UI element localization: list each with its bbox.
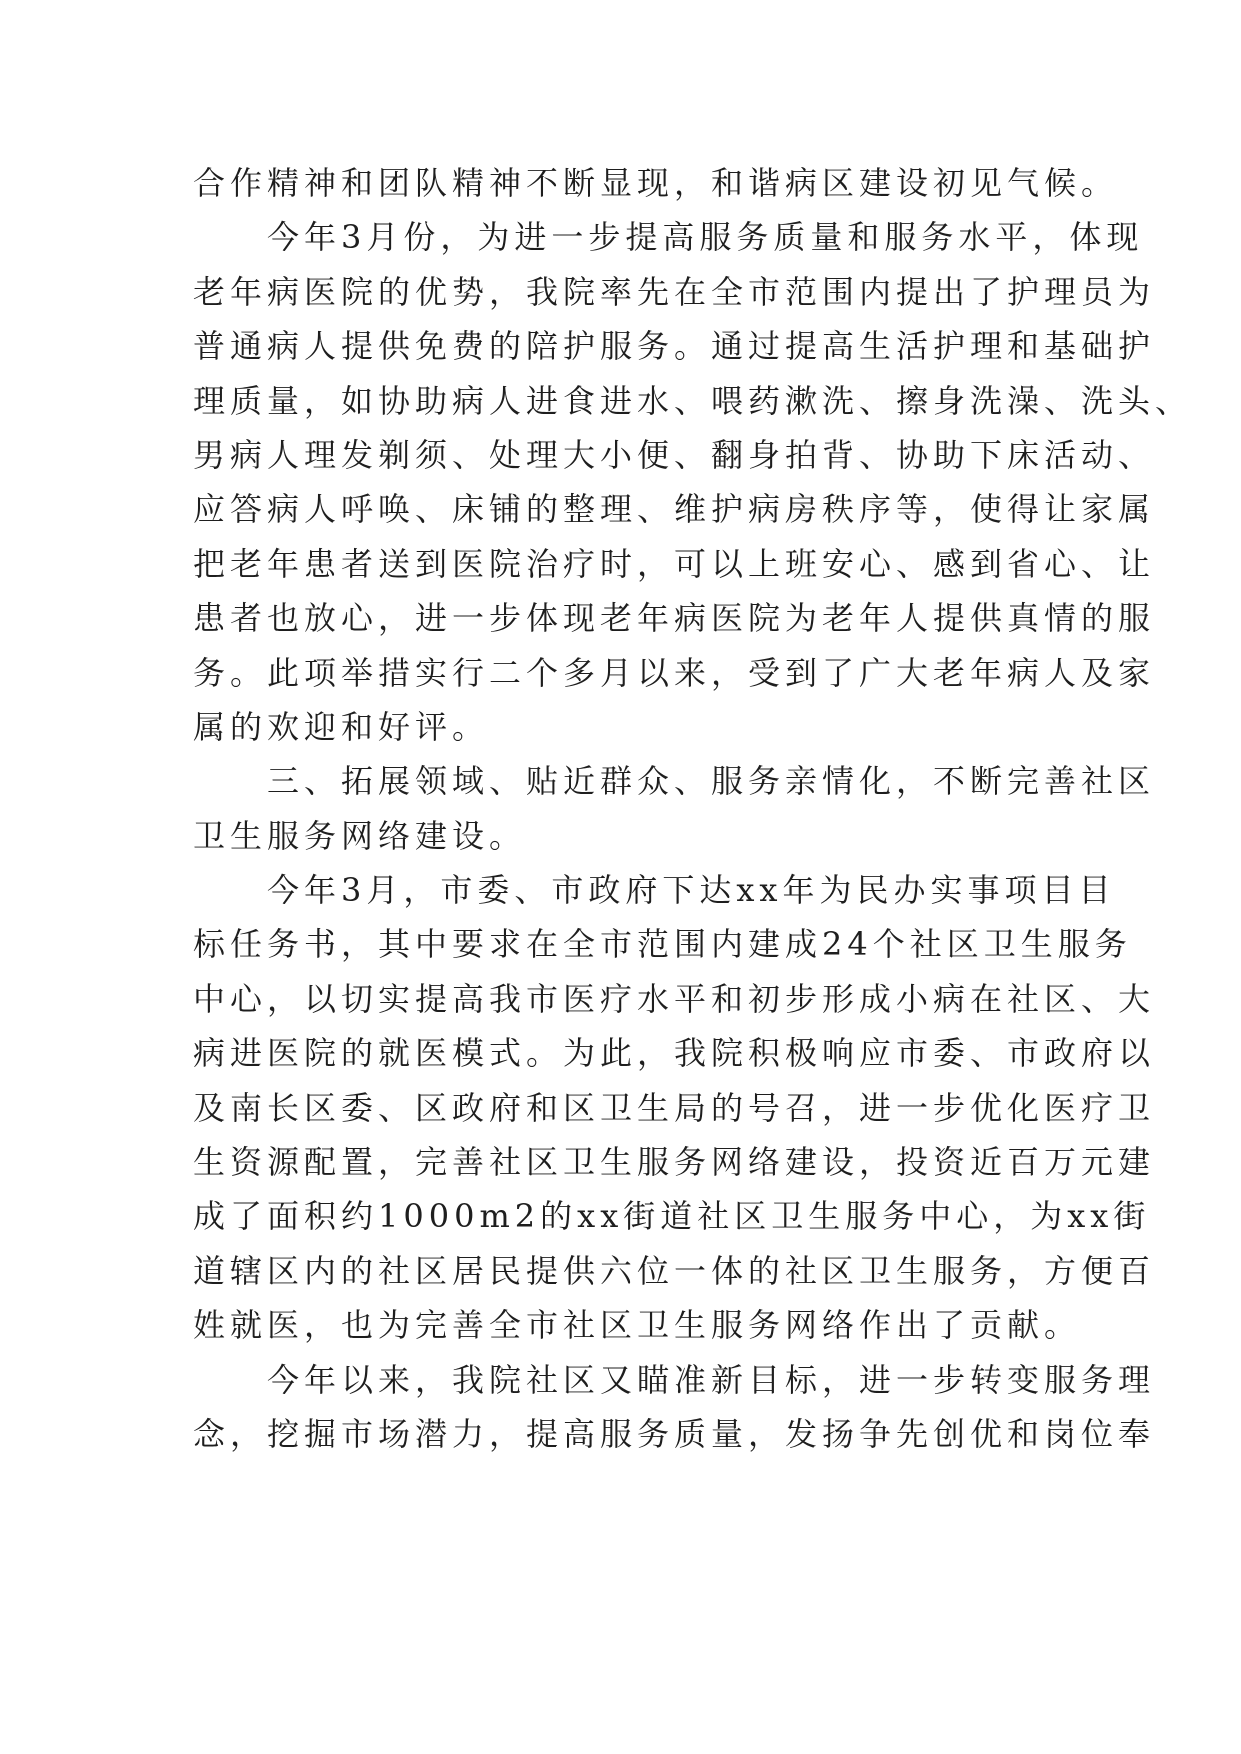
text-line: 今年3月份，为进一步提高服务质量和服务水平，体现: [193, 218, 1144, 257]
text-line: 普通病人提供免费的陪护服务。通过提高生活护理和基础护: [193, 327, 1156, 366]
text-line: 把老年患者送到医院治疗时，可以上班安心、感到省心、让: [193, 544, 1156, 583]
text-line: 中心，以切实提高我市医疗水平和初步形成小病在社区、大: [193, 979, 1156, 1018]
text-line: 生资源配置，完善社区卫生服务网络建设，投资近百万元建: [193, 1143, 1156, 1182]
text-line: 念，挖掘市场潜力，提高服务质量，发扬争先创优和岗位奉: [193, 1414, 1156, 1453]
text-line: 卫生服务网络建设。: [193, 816, 527, 855]
text-line: 病进医院的就医模式。为此，我院积极响应市委、市政府以: [193, 1034, 1156, 1073]
text-line: 今年以来，我院社区又瞄准新目标，进一步转变服务理: [193, 1360, 1156, 1399]
text-line: 道辖区内的社区居民提供六位一体的社区卫生服务，方便百: [193, 1251, 1156, 1290]
text-line: 及南长区委、区政府和区卫生局的号召，进一步优化医疗卫: [193, 1088, 1156, 1127]
text-line: 患者也放心，进一步体现老年病医院为老年人提供真情的服: [193, 599, 1156, 638]
text-line: 今年3月，市委、市政府下达xx年为民办实事项目目: [193, 871, 1116, 910]
text-line: 三、拓展领域、贴近群众、服务亲情化，不断完善社区: [193, 762, 1156, 801]
text-line: 标任务书，其中要求在全市范围内建成24个社区卫生服务: [193, 925, 1132, 964]
text-line: 务。此项举措实行二个多月以来，受到了广大老年病人及家: [193, 653, 1156, 692]
document-body: [193, 156, 1193, 1461]
text-line: 老年病医院的优势，我院率先在全市范围内提出了护理员为: [193, 272, 1156, 311]
text-line: 理质量，如协助病人进食进水、喂药漱洗、擦身洗澡、洗头、: [193, 381, 1193, 420]
text-line: 应答病人呼唤、床铺的整理、维护病房秩序等，使得让家属: [193, 490, 1156, 529]
text-line: 姓就医，也为完善全市社区卫生服务网络作出了贡献。: [193, 1306, 1082, 1345]
text-line: 属的欢迎和好评。: [193, 707, 490, 746]
text-line: 合作精神和团队精神不断显现，和谐病区建设初见气候。: [193, 164, 1119, 202]
text-line: 成了面积约1000m2的xx街道社区卫生服务中心，为xx街: [193, 1197, 1151, 1236]
text-line: 男病人理发剃须、处理大小便、翻身拍背、协助下床活动、: [193, 435, 1156, 474]
